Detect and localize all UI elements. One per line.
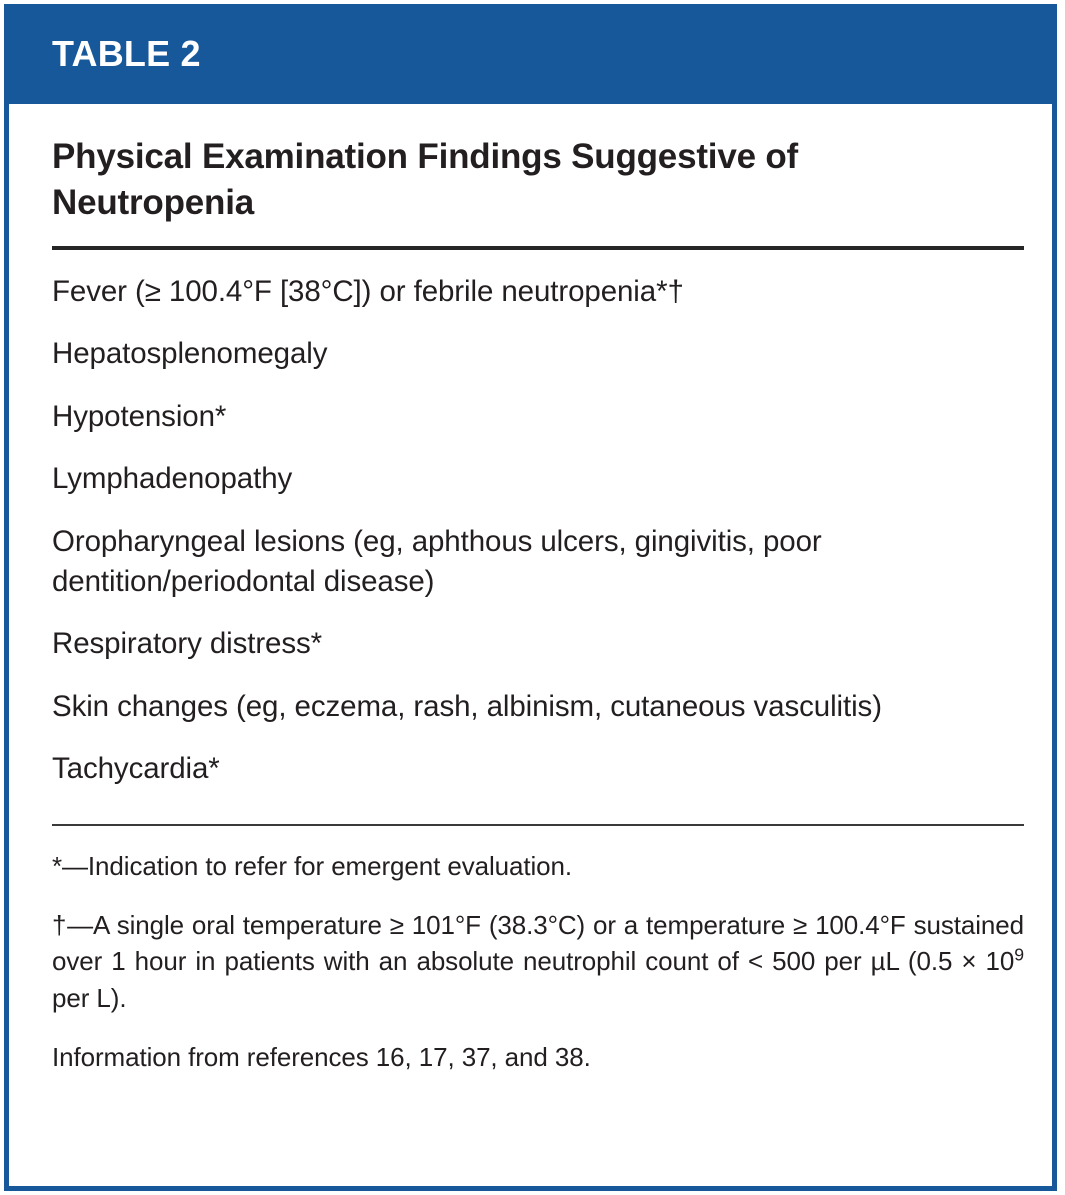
list-item: Oropharyngeal lesions (eg, aphthous ulcers, gingivitis, poor dentition/periodontal disease) xyxy=(52,524,822,599)
list-item: Tachycardia* xyxy=(52,752,220,786)
list-item: Fever (≥ 100.4°F [38°C]) or febrile neutropenia*† xyxy=(52,275,684,308)
list-item: Hypotension* xyxy=(52,399,227,433)
list-item: Hepatosplenomegaly xyxy=(52,337,328,371)
footnote-dagger-exponent: 9 xyxy=(1014,944,1024,965)
footnote-source: Information from references 16, 17, 37, and 38. xyxy=(52,1042,591,1073)
footnote-dagger xyxy=(52,907,1024,1018)
list-item: Skin changes (eg, eczema, rash, albinism, cutaneous vasculitis) xyxy=(52,689,882,723)
footnotes-section xyxy=(52,826,1024,1077)
footnote-dagger-text-start: †—A single oral temperature ≥ 101°F (38.3°C) or a temperature ≥ 100.4°F sustained over 1 hour in patients with an absolute neutrophil count of < 500 per µL (0.5 × 10 xyxy=(52,909,1024,977)
footnote-dagger-text-end: per L). xyxy=(52,983,127,1014)
list-item: Respiratory distress* xyxy=(52,627,323,661)
findings-spacer xyxy=(52,790,1017,824)
table-title: Physical Examination Findings Suggestive of Neutropenia xyxy=(52,137,799,222)
table-card xyxy=(4,4,1057,1191)
findings-list xyxy=(52,250,1002,790)
footnote-asterisk: *—Indication to refer for emergent evaluation. xyxy=(52,850,573,881)
table-number-label: TABLE 2 xyxy=(52,33,201,74)
table-body xyxy=(9,134,1052,1076)
table-header-band xyxy=(4,4,1057,104)
list-item: Lymphadenopathy xyxy=(52,462,293,496)
